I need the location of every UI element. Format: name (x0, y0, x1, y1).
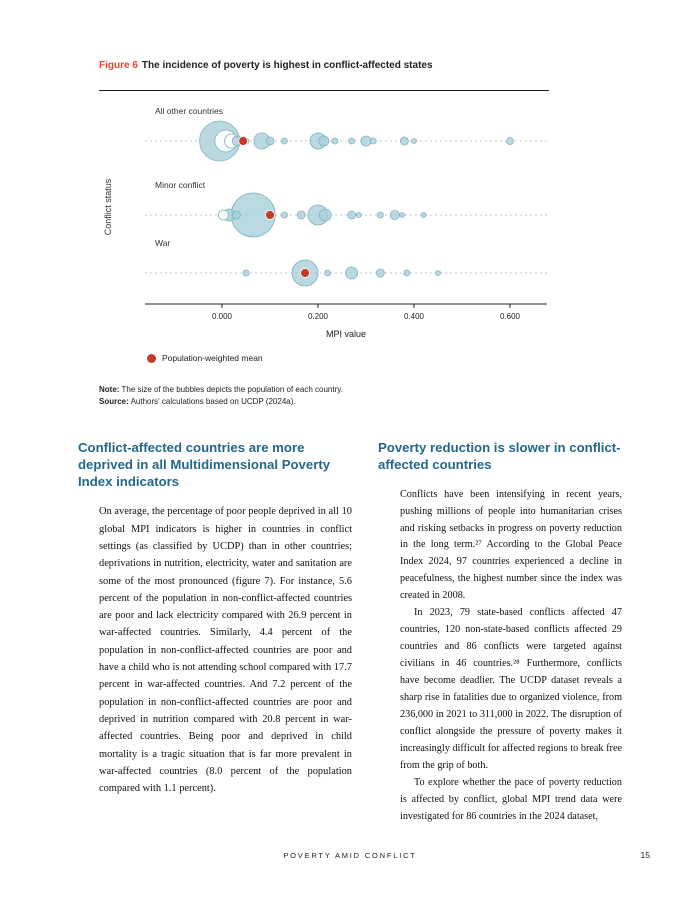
country-bubble (346, 267, 358, 279)
country-bubble (348, 211, 356, 219)
population-weighted-mean-dot (301, 269, 310, 278)
left-column-text (99, 503, 352, 797)
running-title: POVERTY AMID CONFLICT (283, 851, 417, 860)
country-bubble (332, 138, 338, 144)
page-footer (0, 851, 700, 860)
source-text: Authors' calculations based on UCDP (2024a). (130, 397, 296, 407)
country-bubble (412, 139, 417, 144)
country-bubble (349, 138, 355, 144)
population-weighted-mean-icon (147, 354, 156, 363)
figure-title: The incidence of poverty is highest in conflict-affected states (141, 60, 433, 71)
section-heading-left: Conflict-affected countries are more deprived in all Multidimensional Poverty Index indicators (78, 440, 331, 489)
country-bubble (266, 137, 274, 145)
body-columns (78, 440, 622, 826)
y-axis-label: Conflict status (103, 178, 113, 236)
x-axis-label: MPI value (325, 329, 367, 339)
paragraph: In 2023, 79 state-based conflicts affected 47 countries, 120 non-state-based conflicts affected 29 countries and 86 conflicts were targeted against civilians in 46 countries.²⁸ Furthermore, conflicts have become deadlier. The UCDP dataset reveals a sharp rise in fatalities due to organized violence, from 236,000 in 2021 to 311,000 in 2022. The disruption of conflict alongside the pressure of poverty makes it increasingly difficult for affected regions to break free from the grip of both. (400, 607, 622, 772)
source-label: Source: (99, 397, 129, 407)
country-bubble (377, 212, 383, 218)
figure-label: Figure 6 (99, 60, 138, 71)
legend-label: Population-weighted mean (162, 353, 263, 363)
country-bubble (281, 138, 287, 144)
right-column-text (400, 487, 622, 827)
country-bubble (404, 270, 410, 276)
country-bubble (376, 269, 384, 277)
country-bubble (436, 271, 441, 276)
country-bubble (281, 212, 287, 218)
country-bubble (400, 137, 408, 145)
paragraph: To explore whether the pace of poverty reduction is affected by conflict, global MPI trend data were investigated for 86 countries in the 2024 dataset, (400, 777, 622, 823)
category-label: War (155, 238, 171, 248)
country-bubble (319, 136, 329, 146)
country-bubble (325, 270, 331, 276)
x-tick-label: 0.400 (403, 312, 425, 321)
country-bubble (361, 136, 371, 146)
paragraph: On average, the percentage of poor people deprived in all 10 global MPI indicators is higher in countries in conflict settings (as classified by UCDP) than in other countries; deprivations in nutrition, electricity, water and sanitation are some of the most pronounced (figure 7). For instance, 5.6 percent of the population in non-conflict-affected countries are poor and lack electricity compared with 26.9 percent in war-affected countries. Similarly, 4.4 percent of the population in non-conflict-affected countries are poor and have a child who is not attending school compared with 17.7 percent in war-affected countries. And 7.2 percent of the population in non-conflict-affected countries are poor and deprived in nutrition compared with 20.8 percent in war-affected countries. Being poor and deprived in child mortality is a tragic situation that is far more prevalent in war-affected countries (8.0 percent of the population compared with 1.1 percent). (99, 506, 352, 795)
figure-caption (99, 60, 559, 71)
x-tick-label: 0.000 (211, 312, 233, 321)
country-bubble (356, 213, 361, 218)
country-bubble (390, 211, 399, 220)
country-bubble (400, 213, 405, 218)
bubble-chart (99, 90, 549, 363)
section-heading-right: Poverty reduction is slower in conflict-affected countries (378, 440, 621, 472)
x-tick-label: 0.600 (499, 312, 521, 321)
country-bubble (243, 270, 249, 276)
paragraph: Conflicts have been intensifying in recent years, pushing millions of people into humanitarian crises and risking setbacks in progress on poverty reduction in the long term.²⁷ According to the Global Peace Index 2024, 97 countries experienced a decline in peacefulness, the highest number since the index was created in 2008. (400, 488, 622, 602)
chart-legend (99, 353, 549, 363)
category-label: Minor conflict (155, 180, 206, 190)
country-bubble (319, 209, 331, 221)
figure-notes (99, 384, 343, 409)
figure-source (99, 396, 343, 408)
page-number: 15 (640, 850, 650, 860)
left-column (78, 440, 352, 826)
country-bubble (370, 138, 376, 144)
country-bubble (297, 211, 305, 219)
population-weighted-mean-dot (239, 137, 248, 146)
note-label: Note: (99, 385, 120, 394)
category-label: All other countries (155, 106, 224, 116)
country-bubble (507, 138, 514, 145)
country-bubble (421, 213, 426, 218)
note-text: The size of the bubbles depicts the population of each country. (121, 385, 343, 394)
country-bubble (232, 211, 240, 219)
country-bubble (218, 210, 228, 220)
right-column (378, 440, 622, 826)
bubble-chart-svg (99, 91, 549, 351)
figure-note (99, 384, 343, 396)
x-tick-label: 0.200 (307, 312, 329, 321)
population-weighted-mean-dot (266, 211, 275, 220)
